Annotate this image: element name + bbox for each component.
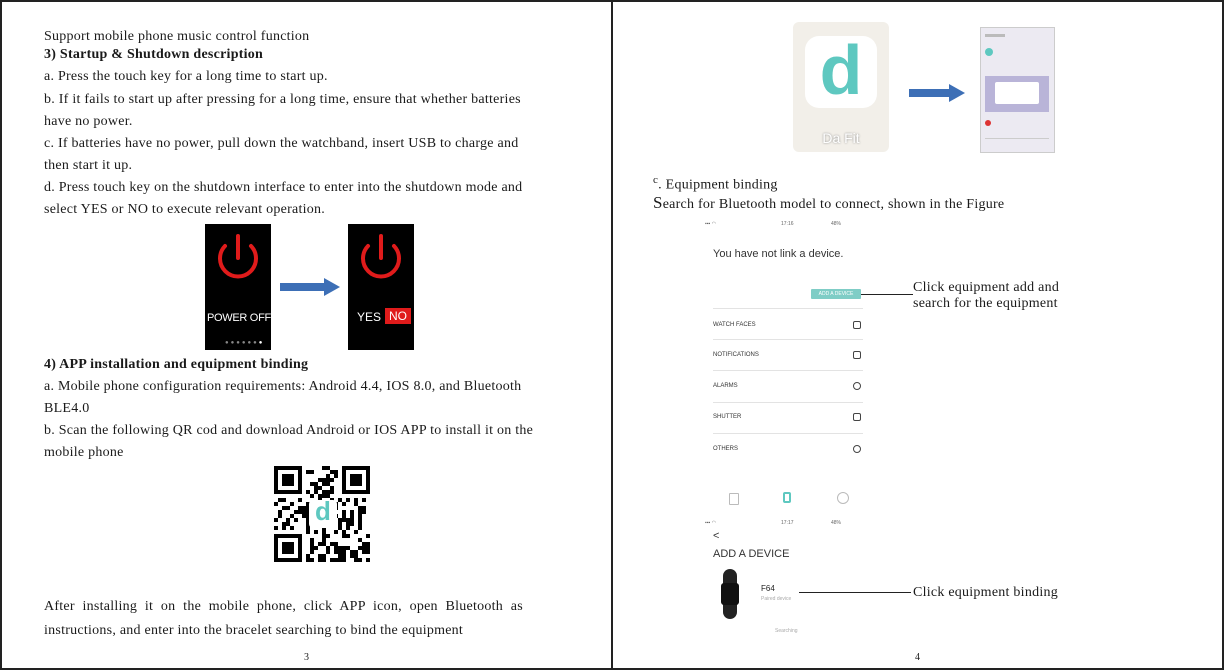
page-dots: ●●●●●●●	[225, 340, 265, 346]
callout-line-2	[799, 592, 911, 593]
qr-code	[274, 466, 370, 562]
s4-item-a-line2: BLE4.0	[44, 401, 90, 416]
page-3	[0, 0, 612, 670]
s3-item-d-line2: select YES or NO to execute relevant operation.	[44, 202, 326, 217]
s3-item-a: a. Press the touch key for a long time to start up.	[44, 69, 328, 84]
s3-item-c-line2: then start it up.	[44, 158, 133, 173]
status-carrier-2: ▪▪▪ ◠	[705, 520, 717, 526]
callout-add-line1: Click equipment add and	[913, 280, 1060, 295]
add-device-button[interactable]: ADD A DEVICE	[811, 289, 861, 299]
status-battery-2: 48%	[831, 520, 842, 526]
device-subtitle: Paired device	[761, 596, 792, 602]
menu-others[interactable]: OTHERS	[713, 446, 739, 452]
power-off-label: POWER OFF	[207, 312, 271, 324]
no-option: NO	[385, 308, 411, 324]
no-device-text: You have not link a device.	[713, 248, 844, 260]
menu-notifications[interactable]: NOTIFICATIONS	[713, 352, 759, 358]
status-time: 17:16	[781, 221, 794, 227]
callout-binding: Click equipment binding	[913, 585, 1058, 600]
s3-item-b-line1: b. If it fails to start up after pressing for a long time, ensure that whether batteries	[44, 92, 521, 107]
arrow-right-icon	[280, 278, 340, 296]
status-carrier: ▪▪▪ ◠	[705, 221, 717, 227]
menu-shutter[interactable]: SHUTTER	[713, 414, 742, 420]
search-instruction: Search for Bluetooth model to connect, shown in the Figure	[653, 193, 1005, 212]
s4-item-b-line1: b. Scan the following QR cod and download Android or IOS APP to install it on the	[44, 423, 534, 438]
page-4	[612, 0, 1224, 670]
phone-screen-devices	[703, 218, 873, 514]
callout-line-1	[861, 294, 913, 295]
settings-icon	[853, 445, 861, 453]
da-fit-app-icon	[793, 22, 889, 152]
s3-item-d-line1: d. Press touch key on the shutdown interface to enter into the shutdown mode and	[44, 180, 523, 195]
yes-option: YES	[357, 310, 382, 324]
menu-watch-faces[interactable]: WATCH FACES	[713, 322, 756, 328]
watch-screen-power-off	[205, 224, 271, 350]
message-icon	[853, 351, 861, 359]
app-name: Da Fit	[822, 130, 860, 146]
searching-status: Searching	[775, 628, 798, 634]
phone-thumbnail	[980, 27, 1055, 153]
status-battery: 48%	[831, 221, 842, 227]
callout-add-line2: search for the equipment	[913, 296, 1058, 311]
s4-item-a-line1: a. Mobile phone configuration requirements: Android 4.4, IOS 8.0, and Bluetooth	[44, 379, 522, 394]
menu-alarms[interactable]: ALARMS	[713, 383, 738, 389]
status-time-2: 17:17	[781, 520, 794, 526]
section-3-heading: 3) Startup & Shutdown description	[44, 47, 264, 62]
tab-profile-icon[interactable]	[837, 492, 849, 504]
after-install-line2: instructions, and enter into the bracelet searching to bind the equipment	[44, 623, 464, 638]
band-icon	[715, 569, 745, 619]
app-letter: d	[819, 31, 863, 109]
watch-screen-confirm	[348, 224, 414, 350]
s3-item-c-line1: c. If batteries have no power, pull down the watchband, insert USB to charge and	[44, 136, 519, 151]
camera-icon	[853, 413, 861, 421]
watch-face-icon	[853, 321, 861, 329]
power-icon	[205, 224, 271, 350]
device-name[interactable]: F64	[761, 584, 775, 593]
tab-data-icon[interactable]	[729, 493, 739, 505]
tab-device-icon[interactable]	[783, 492, 791, 503]
section-4-heading: 4) APP installation and equipment binding	[44, 357, 309, 372]
arrow-right-icon-2	[909, 84, 965, 102]
back-button[interactable]: <	[713, 530, 720, 542]
s4-item-b-line2: mobile phone	[44, 445, 124, 460]
equipment-binding-heading: $^c$. Equipment binding	[653, 174, 778, 193]
power-icon-2	[348, 224, 414, 350]
s3-item-b-line2: have no power.	[44, 114, 133, 129]
page-number: 3	[304, 652, 310, 663]
after-install-line1: After installing it on the mobile phone, click APP icon, open Bluetooth as	[44, 599, 523, 614]
clock-icon	[853, 382, 861, 390]
phone-screen-add-device	[703, 517, 873, 642]
add-device-title: ADD A DEVICE	[713, 548, 790, 560]
page-number-4: 4	[915, 652, 921, 663]
app-logo-icon: d	[315, 496, 331, 526]
intro-text: Support mobile phone music control function	[44, 29, 310, 44]
